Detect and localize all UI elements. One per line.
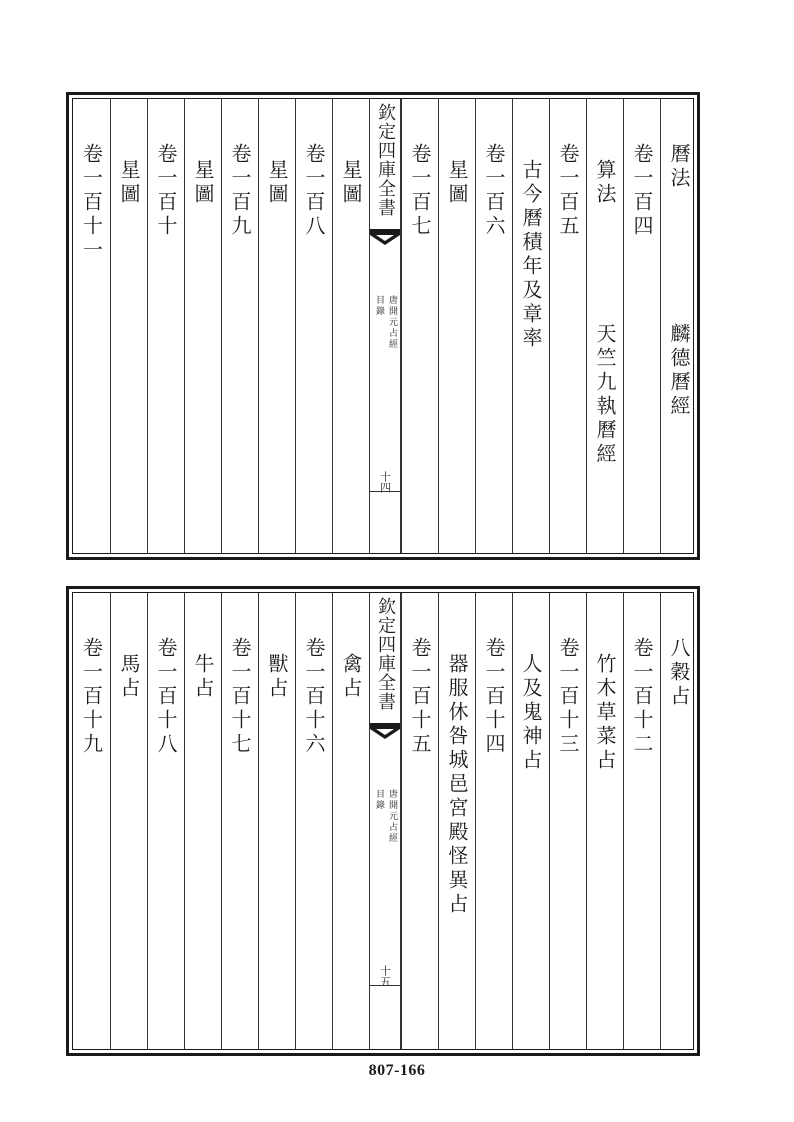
page-code: 807-166 [368, 1062, 426, 1079]
volume-label: 卷一百十五 [408, 637, 432, 757]
sub-title: 天竺九執曆經 [593, 323, 617, 467]
column-top-0 [660, 99, 697, 553]
column-top-3 [549, 99, 586, 553]
fishtail-ornament [370, 723, 400, 741]
entry-title: 馬占 [117, 653, 141, 701]
column-top-11 [221, 99, 258, 553]
column-top-2 [586, 99, 623, 553]
volume-label: 卷一百十六 [302, 637, 326, 757]
collection-title: 欽定四庫全書 [375, 597, 396, 711]
entry-title: 禽占 [339, 653, 363, 701]
column-bottom-7 [401, 593, 438, 1049]
collection-title: 欽定四庫全書 [375, 103, 396, 217]
section-heading: 算法 [593, 159, 617, 207]
volume-label: 卷一百六 [482, 143, 506, 239]
section-heading: 八穀占 [667, 637, 691, 709]
entry-title: 人及鬼神占 [519, 653, 543, 773]
fishtail-ornament [370, 229, 400, 247]
column-bottom-2 [586, 593, 623, 1049]
column-top-15 [73, 99, 110, 553]
column-bottom-5 [475, 593, 512, 1049]
entry-title: 星圖 [117, 159, 141, 207]
volume-label: 卷一百七 [408, 143, 432, 239]
entry-title: 星圖 [265, 159, 289, 207]
column-bottom-11 [221, 593, 258, 1049]
column-bottom-14 [110, 593, 147, 1049]
book-title: 唐開元占經 [387, 789, 397, 844]
column-bottom-1 [623, 593, 660, 1049]
volume-label: 卷一百十九 [79, 637, 104, 757]
column-bottom-0 [660, 593, 697, 1049]
column-bottom-9 [295, 593, 332, 1049]
column-bottom-6 [438, 593, 475, 1049]
section-heading: 曆法 [667, 143, 691, 191]
column-top-5 [475, 99, 512, 553]
column-top-10 [258, 99, 295, 553]
volume-label: 卷一百十三 [556, 637, 580, 757]
column-top-8 [332, 99, 369, 553]
column-top-14 [110, 99, 147, 553]
column-top-6 [438, 99, 475, 553]
volume-label: 卷一百十 [154, 143, 178, 239]
volume-label: 卷一百十二 [630, 637, 654, 757]
column-bottom-13 [147, 593, 184, 1049]
fold-column-bottom [369, 593, 401, 1049]
book-title: 唐開元占經 [387, 295, 397, 350]
entry-title: 星圖 [191, 159, 215, 207]
column-bottom-8 [332, 593, 369, 1049]
top-page-panel [66, 92, 700, 560]
entry-title: 牛占 [191, 653, 215, 701]
column-top-4 [512, 99, 549, 553]
entry-title: 獸占 [265, 653, 289, 701]
column-bottom-10 [258, 593, 295, 1049]
volume-label: 卷一百五 [556, 143, 580, 239]
column-top-12 [184, 99, 221, 553]
column-bottom-15 [73, 593, 110, 1049]
page-number: 十四 [378, 471, 392, 493]
column-top-1 [623, 99, 660, 553]
entry-title: 器服休咎城邑宮殿怪異占 [445, 653, 469, 917]
section-name: 目錄 [374, 789, 384, 811]
column-bottom-12 [184, 593, 221, 1049]
fold-column-top [369, 99, 401, 553]
fold-rule [370, 491, 400, 492]
column-top-13 [147, 99, 184, 553]
entry-title: 竹木草菜占 [593, 653, 617, 773]
entry-title: 星圖 [339, 159, 363, 207]
volume-label: 卷一百四 [630, 143, 654, 239]
entry-title: 古今曆積年及章率 [519, 159, 543, 351]
fold-rule [370, 985, 400, 986]
column-top-7 [401, 99, 438, 553]
volume-label: 卷一百八 [302, 143, 326, 239]
sub-title: 麟德曆經 [667, 323, 691, 419]
column-top-9 [295, 99, 332, 553]
volume-label: 卷一百十八 [154, 637, 178, 757]
section-name: 目錄 [374, 295, 384, 317]
volume-label: 卷一百九 [228, 143, 252, 239]
entry-title: 星圖 [445, 159, 469, 207]
volume-label: 卷一百十四 [482, 637, 506, 757]
column-bottom-4 [512, 593, 549, 1049]
page-number: 十五 [378, 965, 392, 987]
volume-label: 卷一百十一 [79, 143, 104, 263]
column-bottom-3 [549, 593, 586, 1049]
bottom-page-panel [66, 586, 700, 1056]
volume-label: 卷一百十七 [228, 637, 252, 757]
